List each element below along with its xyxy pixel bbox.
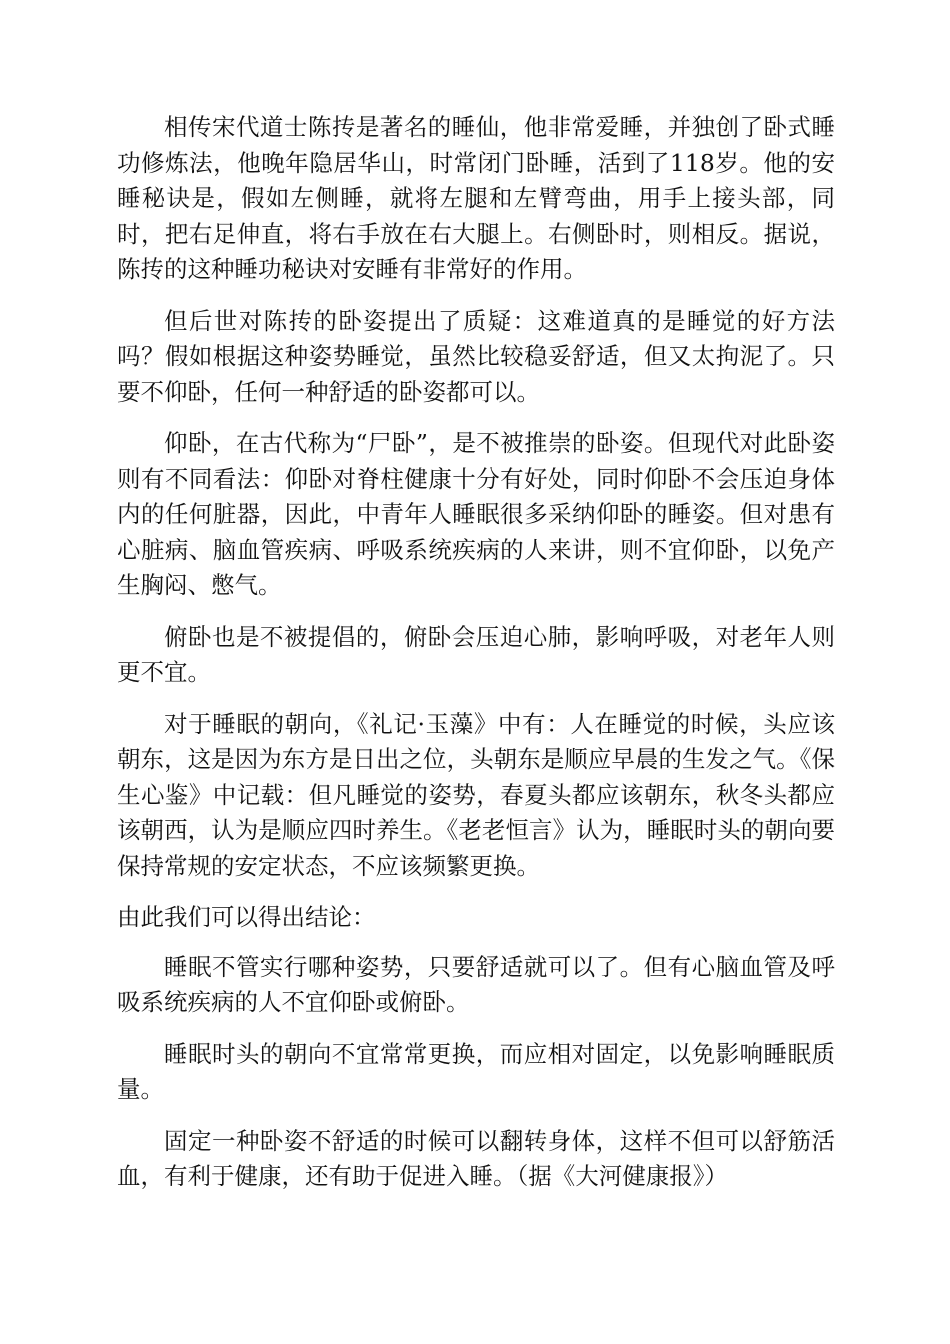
paragraph-conclusion-intro: 由此我们可以得出结论：	[117, 903, 376, 931]
paragraph-prone-position: 俯卧也是不被提倡的，俯卧会压迫心肺，影响呼吸，对老年人则更不宜。	[117, 622, 835, 686]
paragraph-conclusion-turning: 固定一种卧姿不舒适的时候可以翻转身体，这样不但可以舒筋活血，有利于健康，还有助于促进入睡。（据《大河健康报》）	[117, 1126, 835, 1190]
paragraph-chen-tuan-sleep-method: 相传宋代道士陈抟是著名的睡仙，他非常爱睡，并独创了卧式睡功修炼法，他晚年隐居华山，时常闭门卧睡，活到了118岁。他的安睡秘诀是，假如左侧睡，就将左腿和左臂弯曲，用手上接头部，同时，把右足伸直，将右手放在右大腿上。右侧卧时，则相反。据说，陈抟的这种睡功秘诀对安睡有非常好的作用。	[117, 113, 835, 283]
paragraph-conclusion-posture: 睡眠不管实行哪种姿势，只要舒适就可以了。但有心脑血管及呼吸系统疾病的人不宜仰卧或俯卧。	[117, 952, 835, 1016]
paragraph-supine-position: 仰卧，在古代称为“尸卧”，是不被推崇的卧姿。但现代对此卧姿则有不同看法：仰卧对脊柱健康十分有好处，同时仰卧不会压迫身体内的任何脏器，因此，中青年人睡眠很多采纳仰卧的睡姿。但对患有心脏病、脑血管疾病、呼吸系统疾病的人来讲，则不宜仰卧，以免产生胸闷、憋气。	[117, 429, 835, 599]
paragraph-sleep-direction: 对于睡眠的朝向，《礼记·玉藻》中有：人在睡觉的时候，头应该朝东，这是因为东方是日出之位，头朝东是顺应早晨的生发之气。《保生心鉴》中记载：但凡睡觉的姿势，春夏头都应该朝东，秋冬头都应该朝西，认为是顺应四时养生。《老老恒言》认为，睡眠时头的朝向要保持常规的安定状态，不应该频繁更换。	[117, 709, 835, 880]
article-body	[117, 110, 835, 1211]
paragraph-later-doubts: 但后世对陈抟的卧姿提出了质疑：这难道真的是睡觉的好方法吗？假如根据这种姿势睡觉，虽然比较稳妥舒适，但又太拘泥了。只要不仰卧，任何一种舒适的卧姿都可以。	[117, 306, 835, 406]
paragraph-conclusion-direction: 睡眠时头的朝向不宜常常更换，而应相对固定，以免影响睡眠质量。	[117, 1039, 835, 1103]
